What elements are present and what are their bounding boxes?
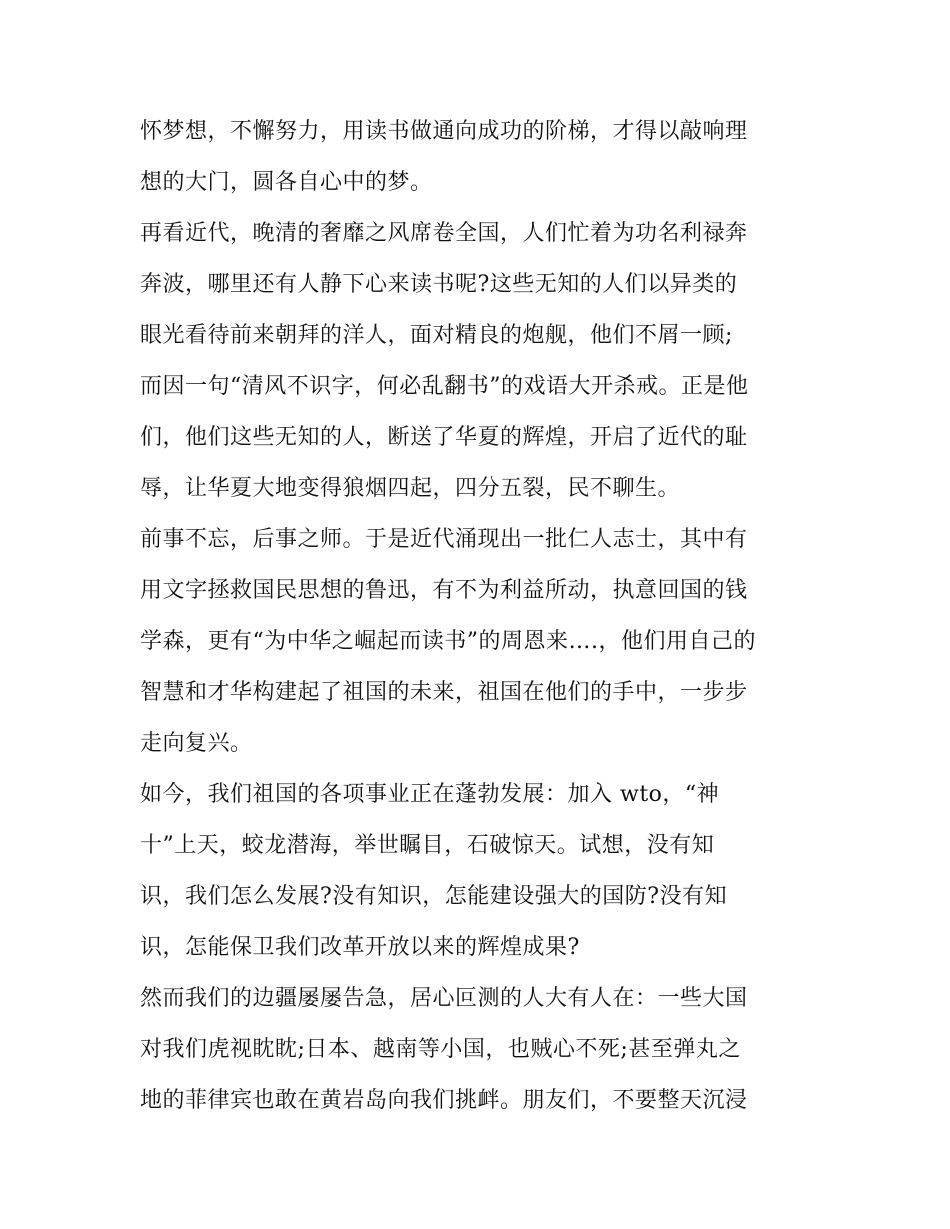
text-line: 们，他们这些无知的人，断送了华夏的辉煌，开启了近代的耻 xyxy=(140,425,748,450)
text-line: 奔波，哪里还有人静下心来读书呢?这些无知的人们以异类的 xyxy=(140,272,738,297)
text-line: 地的菲律宾也敢在黄岩岛向我们挑衅。朋友们，不要整天沉浸 xyxy=(140,1088,748,1113)
text-line: 对我们虎视眈眈;日本、越南等小国，也贼心不死;甚至弹丸之 xyxy=(140,1037,741,1062)
text-line: 十”上天，蛟龙潜海，举世瞩目，石破惊天。试想，没有知 xyxy=(140,833,715,858)
text-line: 前事不忘，后事之师。于是近代涌现出一批仁人志士，其中有 xyxy=(140,527,748,552)
text-line: 眼光看待前来朝拜的洋人，面对精良的炮舰，他们不屑一顾; xyxy=(140,323,733,348)
body-text xyxy=(140,106,820,1126)
text-line: 如今，我们祖国的各项事业正在蓬勃发展：加入 wto，“神 xyxy=(140,782,720,807)
text-line: 辱，让华夏大地变得狼烟四起，四分五裂，民不聊生。 xyxy=(140,476,681,501)
text-line: 想的大门，圆各自心中的梦。 xyxy=(140,170,433,195)
text-line: 走向复兴。 xyxy=(140,731,253,756)
text-line: 学森，更有“为中华之崛起而读书”的周恩来….，他们用自己的 xyxy=(140,629,756,654)
text-line: 智慧和才华构建起了祖国的未来，祖国在他们的手中，一步步 xyxy=(140,680,748,705)
text-line: 而因一句“清风不识字，何必乱翻书”的戏语大开杀戒。正是他 xyxy=(140,374,749,399)
text-line: 再看近代，晚清的奢靡之风席卷全国，人们忙着为功名利禄奔 xyxy=(140,221,748,246)
text-line: 然而我们的边疆屡屡告急，居心叵测的人大有人在：一些大国 xyxy=(140,986,748,1011)
text-line: 识，我们怎么发展?没有知识，怎能建设强大的国防?没有知 xyxy=(140,884,728,909)
text-line: 识，怎能保卫我们改革开放以来的辉煌成果? xyxy=(140,935,580,960)
text-line: 怀梦想，不懈努力，用读书做通向成功的阶梯，才得以敲响理 xyxy=(140,119,748,144)
text-line: 用文字拯救国民思想的鲁迅，有不为利益所动，执意回国的钱 xyxy=(140,578,748,603)
